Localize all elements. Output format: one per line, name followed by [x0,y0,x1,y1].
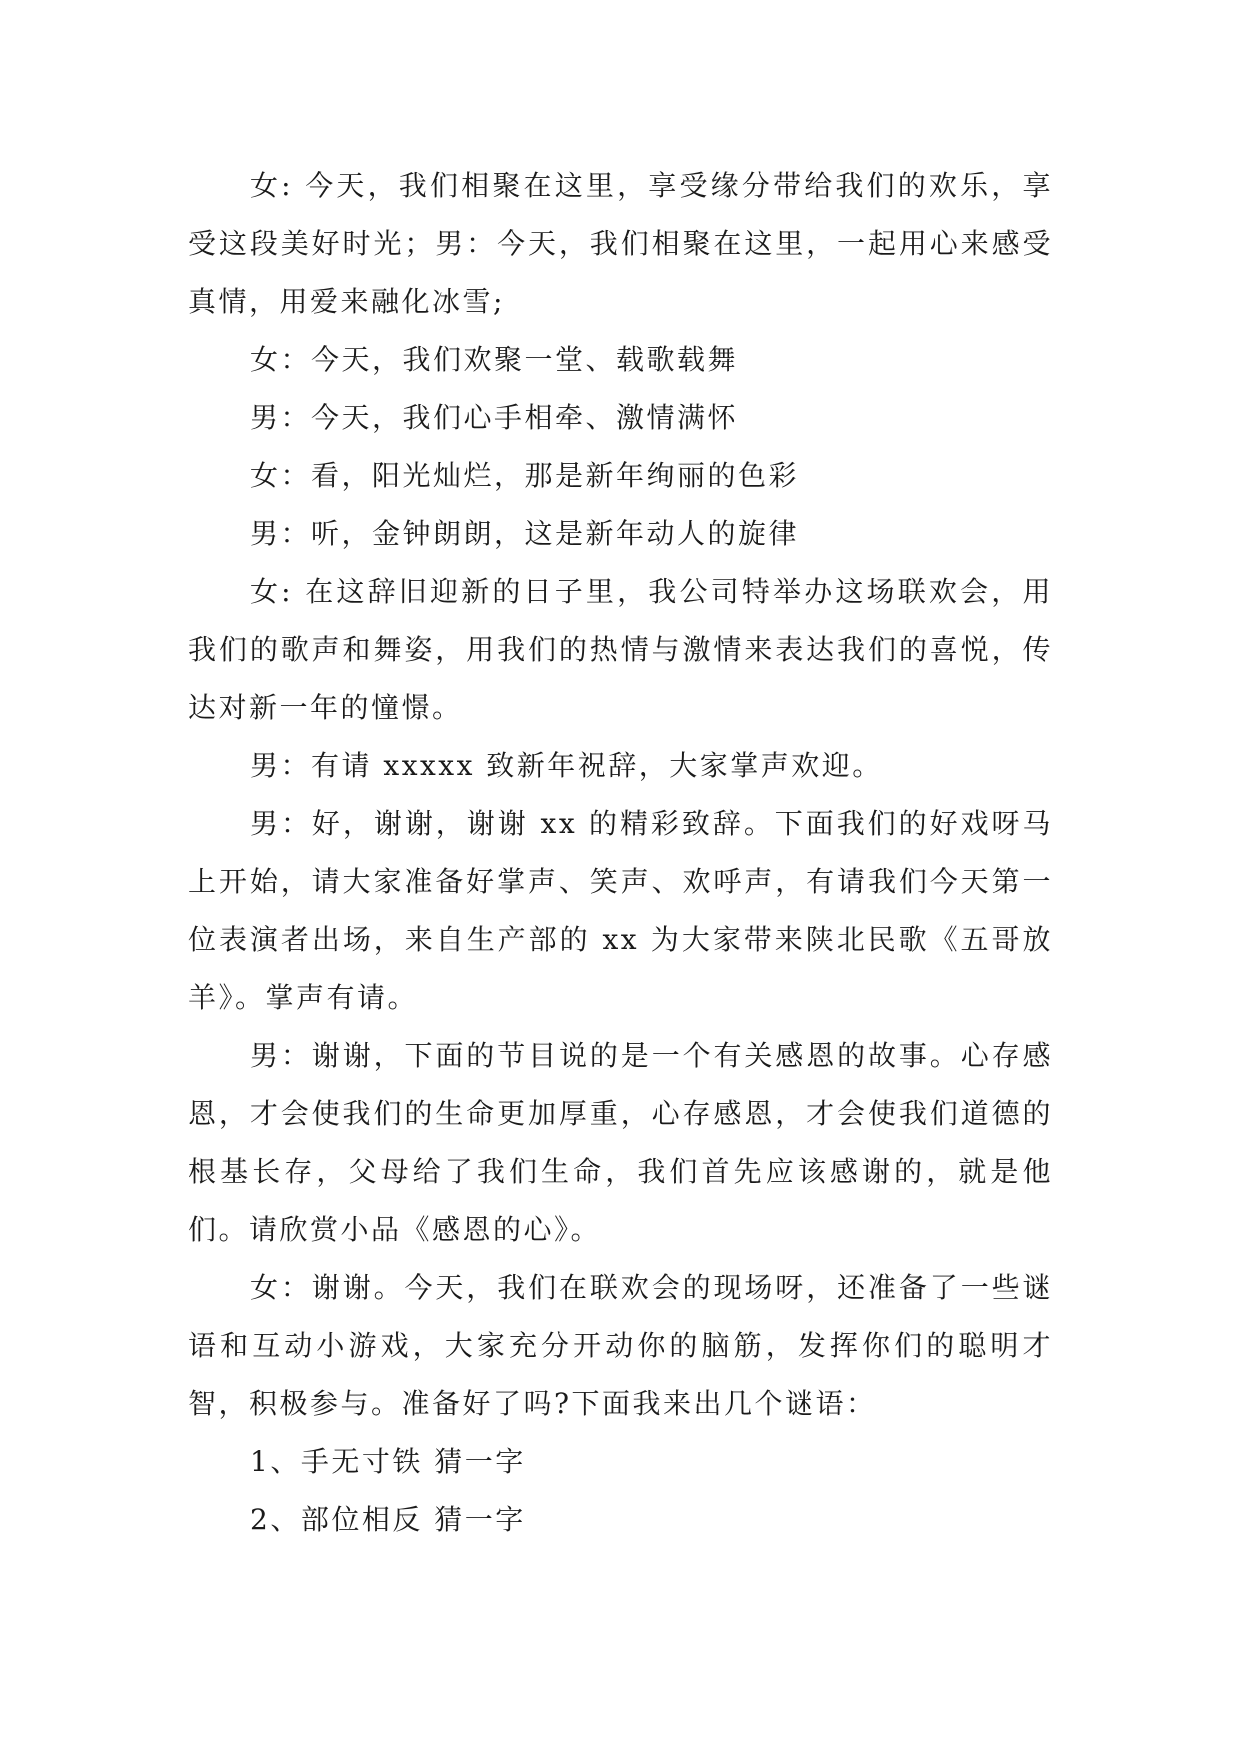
paragraph-line: 女：今天，我们欢聚一堂、载歌载舞 [250,343,739,376]
paragraph-line: 男：好，谢谢，谢谢 xx 的精彩致辞。下面我们的好戏呀马上开始，请大家准备好掌声、笑声、欢呼声，有请我们今天第一位表演者出场，来自生产部的 xx 为大家带来陕北民歌《五哥放羊》。掌声有请。 [188,807,1053,1014]
riddle-item: 1、手无寸铁 猜一字 [250,1445,526,1478]
paragraph-line: 男：今天，我们心手相牵、激情满怀 [250,401,739,434]
paragraph-line: 女：谢谢。今天，我们在联欢会的现场呀，还准备了一些谜语和互动小游戏，大家充分开动你的脑筋，发挥你们的聪明才智，积极参与。准备好了吗?下面我来出几个谜语： [188,1271,1053,1420]
paragraph-line: 男：谢谢，下面的节目说的是一个有关感恩的故事。心存感恩，才会使我们的生命更加厚重，心存感恩，才会使我们道德的根基长存，父母给了我们生命，我们首先应该感谢的，就是他们。请欣赏小品《感恩的心》。 [188,1039,1053,1246]
paragraph-line: 男：有请 xxxxx 致新年祝辞，大家掌声欢迎。 [250,749,883,782]
riddle-item: 2、部位相反 猜一字 [250,1503,526,1536]
paragraph-line: 女：看，阳光灿烂，那是新年绚丽的色彩 [250,459,800,492]
document-body [188,157,1053,1549]
paragraph-opening: 女: 今天，我们相聚在这里，享受缘分带给我们的欢乐，享受这段美好时光；男：今天，我们相聚在这里，一起用心来感受真情，用爱来融化冰雪; [188,169,1053,318]
paragraph-line: 女: 在这辞旧迎新的日子里，我公司特举办这场联欢会，用我们的歌声和舞姿，用我们的热情与激情来表达我们的喜悦，传达对新一年的憧憬。 [188,575,1053,724]
paragraph-line: 男：听，金钟朗朗，这是新年动人的旋律 [250,517,800,550]
